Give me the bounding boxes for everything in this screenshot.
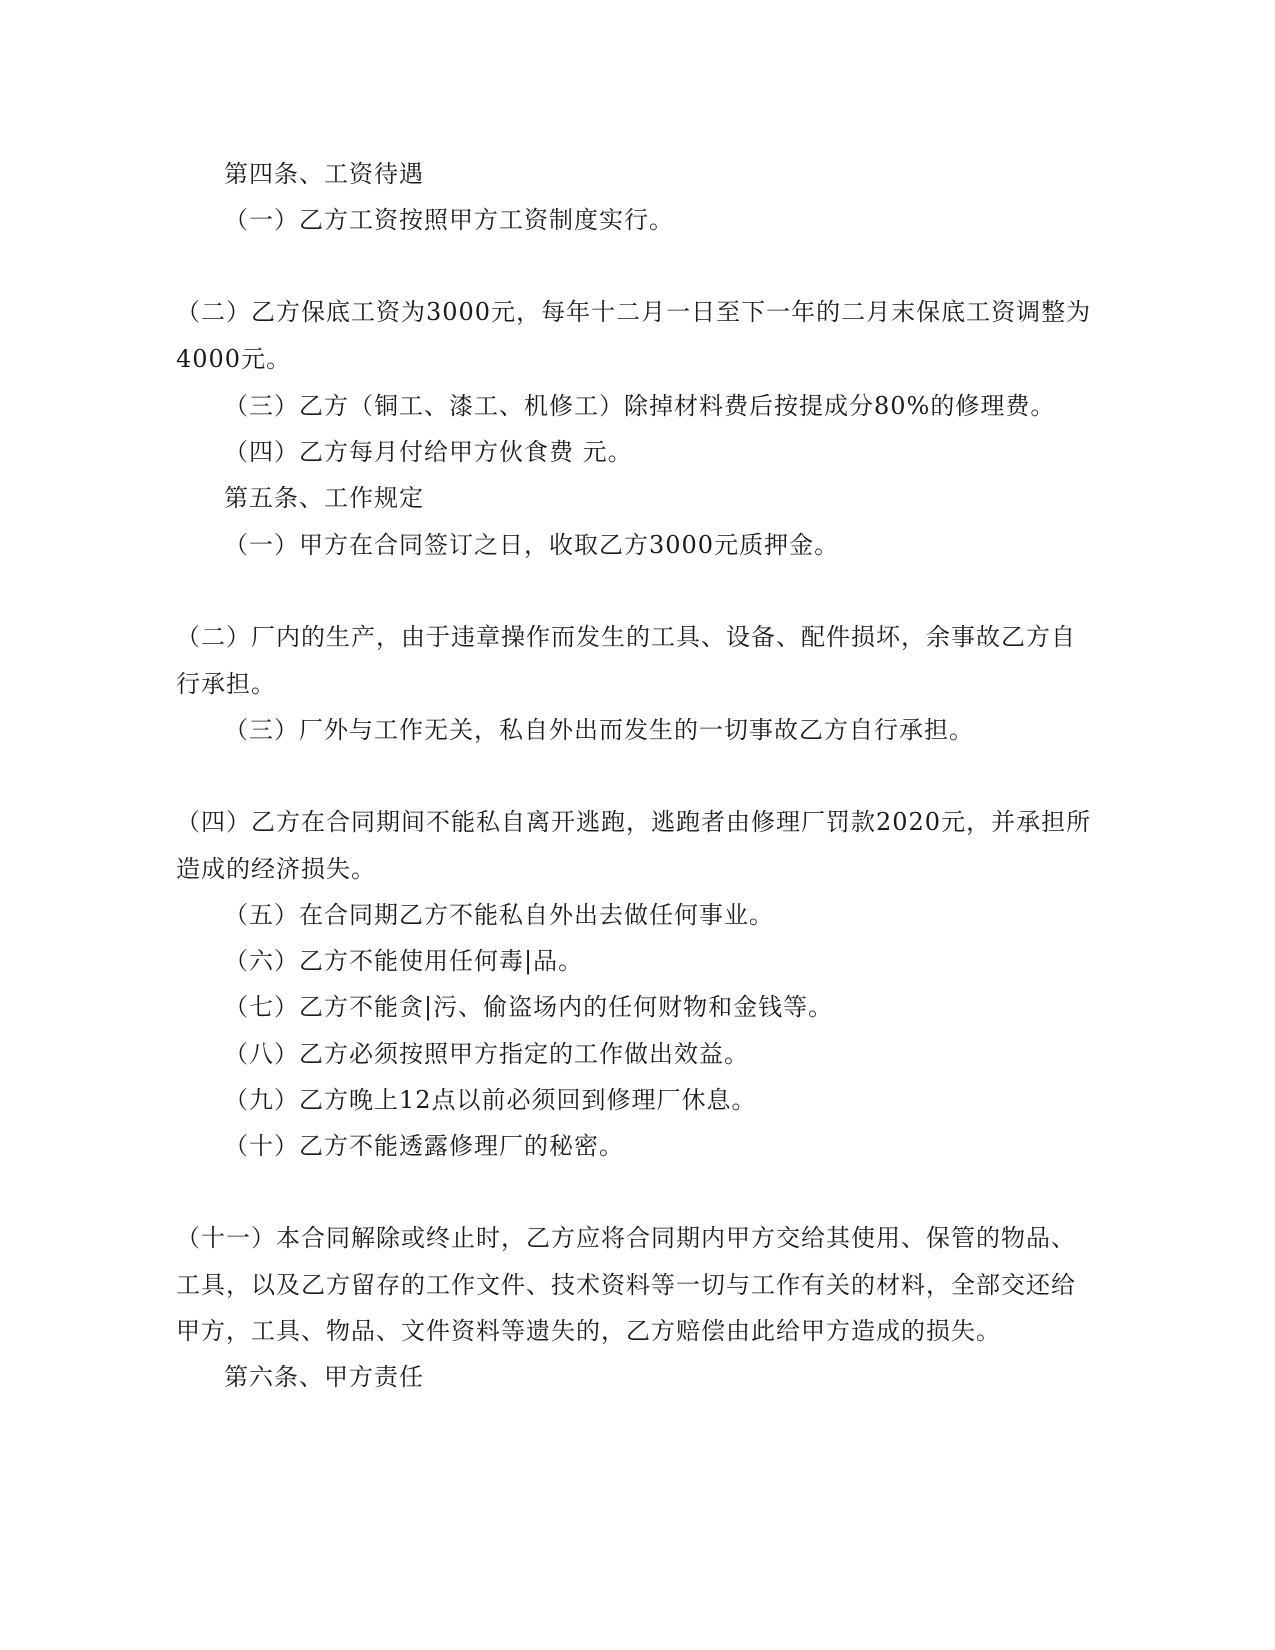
article4-item4: （四）乙方每月付给甲方伙食费 元。 bbox=[224, 438, 633, 466]
article5-item11-line1: （十一）本合同解除或终止时，乙方应将合同期内甲方交给其使用、保管的物品、 bbox=[176, 1224, 1076, 1252]
article5-item1: （一）甲方在合同签订之日，收取乙方3000元质押金。 bbox=[224, 531, 840, 559]
article4-heading: 第四条、工资待遇 bbox=[224, 160, 424, 188]
article6-heading: 第六条、甲方责任 bbox=[224, 1363, 424, 1391]
article5-item8: （八）乙方必须按照甲方指定的工作做出效益。 bbox=[224, 1040, 749, 1068]
article5-item2-line1: （二）厂内的生产，由于违章操作而发生的工具、设备、配件损坏，余事故乙方自 bbox=[176, 623, 1076, 651]
article5-item11-line3: 甲方，工具、物品、文件资料等遗失的，乙方赔偿由此给甲方造成的损失。 bbox=[176, 1317, 1001, 1345]
article4-item3: （三）乙方（铜工、漆工、机修工）除掉材料费后按提成分80%的修理费。 bbox=[224, 392, 1056, 420]
article5-item7: （七）乙方不能贪|污、偷盗场内的任何财物和金钱等。 bbox=[224, 993, 834, 1021]
article4-item1: （一）乙方工资按照甲方工资制度实行。 bbox=[224, 206, 674, 234]
article5-item6: （六）乙方不能使用任何毒|品。 bbox=[224, 947, 584, 975]
article5-item5: （五）在合同期乙方不能私自外出去做任何事业。 bbox=[224, 901, 774, 929]
article5-item3: （三）厂外与工作无关，私自外出而发生的一切事故乙方自行承担。 bbox=[224, 716, 974, 744]
article5-item10: （十）乙方不能透露修理厂的秘密。 bbox=[224, 1132, 624, 1160]
article5-item9: （九）乙方晚上12点以前必须回到修理厂休息。 bbox=[224, 1086, 757, 1114]
article5-item4-line2: 造成的经济损失。 bbox=[176, 855, 376, 883]
article5-item4-line1: （四）乙方在合同期间不能私自离开逃跑，逃跑者由修理厂罚款2020元，并承担所 bbox=[176, 808, 1092, 836]
article5-heading: 第五条、工作规定 bbox=[224, 484, 424, 512]
article5-item11-line2: 工具，以及乙方留存的工作文件、技术资料等一切与工作有关的材料，全部交还给 bbox=[176, 1271, 1076, 1299]
article5-item2-line2: 行承担。 bbox=[176, 670, 276, 698]
article4-item2-line2: 4000元。 bbox=[176, 345, 292, 373]
article4-item2-line1: （二）乙方保底工资为3000元，每年十二月一日至下一年的二月末保底工资调整为 bbox=[176, 298, 1092, 326]
